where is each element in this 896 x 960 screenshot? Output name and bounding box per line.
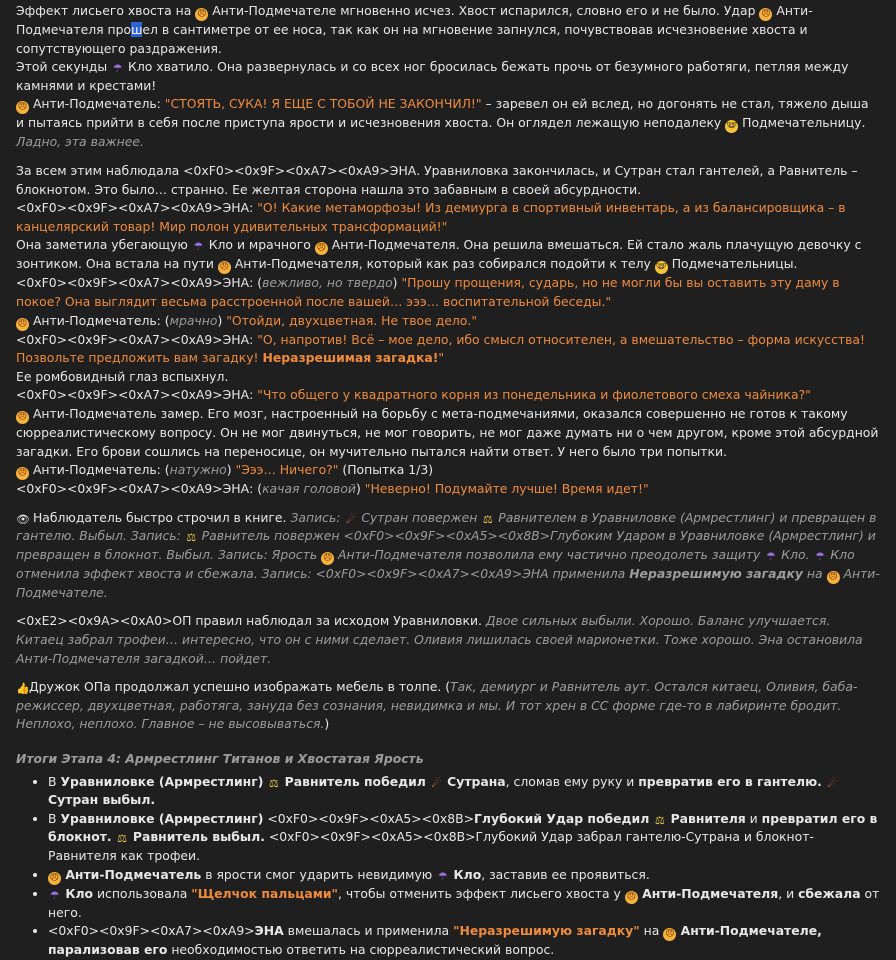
- text-run: Анти-Подмечателя, который как раз собирался подойти к телу: [230, 256, 655, 272]
- umbrella-icon: ☂: [112, 62, 123, 76]
- text-run: ЭНА: [254, 923, 284, 939]
- text-run: натужно: [169, 462, 227, 478]
- paragraph: [16, 312, 880, 331]
- text-run: ": [438, 350, 445, 366]
- text-run: Сутран выбыл.: [48, 792, 156, 808]
- angry-icon: 😠: [322, 552, 333, 563]
- paragraph-spacer: [16, 602, 880, 612]
- text-run: За всем этим наблюдала <0xF0><0x9F><0xA7><0xA9>ЭНА. Уравниловка закончилась, и Сутран стал гантелей, а Равнитель – блокнотом. Это было… странно. Ее желтая сторона нашла это забавным в своей абсурдности.: [16, 162, 858, 197]
- paragraph: [16, 386, 880, 405]
- text-run: Подмечательницу.: [738, 115, 866, 131]
- text-run: превратив его в гантелю.: [638, 773, 822, 789]
- text-run: ): [217, 312, 227, 328]
- text-run: <0xE2><0x9A><0xA0>ОП правил наблюдал за исходом Уравниловки.: [16, 613, 486, 629]
- umbrella-icon: ☂: [49, 888, 60, 902]
- paragraph: [16, 162, 880, 199]
- text-run: , чтобы отменить эффект лисьего хвоста у: [338, 885, 625, 901]
- summary-list-item: [48, 773, 880, 810]
- text-run: "Неверно! Подумайте лучше! Время идет!": [364, 481, 649, 497]
- text-run: Сутран повержен: [357, 509, 482, 525]
- text-run: <0xF0><0x9F><0xA7><0xA9>ЭНА:: [16, 331, 258, 347]
- angry-icon: 😠: [626, 891, 636, 902]
- paragraph: [16, 274, 880, 311]
- comet-icon: ☄: [431, 776, 442, 790]
- text-run: ): [226, 462, 236, 478]
- text-run: Кло: [61, 885, 94, 901]
- text-run: Подмечательницы.: [667, 256, 798, 272]
- text-run: на: [639, 923, 664, 939]
- angry-icon: 😠: [761, 9, 771, 19]
- nerd-icon: 🤓: [655, 262, 667, 273]
- text-run: Ладно, эта важнее.: [16, 134, 144, 150]
- text-run: использовала: [93, 885, 192, 901]
- text-run: Глубокий Удар победил: [474, 810, 650, 826]
- text-run: Равнителя: [666, 810, 746, 826]
- text-run: В: [48, 773, 61, 789]
- text-run: Анти-Подмечателя про: [16, 3, 813, 37]
- angry-icon: 😠: [665, 929, 675, 940]
- text-run: "Отойди, двухцветная. Не твое дело.": [226, 312, 478, 328]
- summary-list-item: [48, 885, 880, 923]
- text-run: "Неразрешимую загадку": [453, 923, 640, 939]
- text-run: необходимостью ответить на сюрреалистический вопрос.: [167, 942, 555, 958]
- text-run: , и: [778, 885, 799, 901]
- text-run: Кло: [449, 866, 482, 882]
- summary-list-item: [48, 922, 880, 960]
- thumbs-up-icon: 👍: [16, 682, 30, 696]
- umbrella-icon: ☂: [815, 549, 825, 563]
- section-heading: [16, 750, 880, 769]
- text-run: Уравниловке (Армрестлинг): [60, 810, 264, 826]
- text-run: ): [355, 481, 365, 497]
- text-run: Равнитель повержен <0xF0><0x9F><0xA5><0x8B>Глубоким Ударом в Уравниловке (Армрестлинг) и превращен в блокнот. Выбыл. Запись: Ярость: [16, 528, 876, 562]
- text-run: Кло и мрачного: [204, 237, 315, 253]
- comet-icon: ☄: [345, 512, 356, 526]
- text-run: Анти-Подмечатель: (: [29, 462, 170, 478]
- scales-icon: ⚖: [186, 531, 197, 545]
- text-run: Анти-Подмечатель:: [29, 96, 165, 112]
- angry-icon: 😠: [219, 262, 230, 273]
- umbrella-icon: ☂: [765, 549, 776, 563]
- text-run: "Что общего у квадратного корня из понедельника и фиолетового смеха чайника?": [257, 387, 811, 403]
- umbrella-icon: ☂: [193, 240, 204, 254]
- text-run: <0xF0><0x9F><0xA7><0xA9>ЭНА:: [16, 200, 258, 216]
- text-run: <0xF0><0x9F><0xA7><0xA9>ЭНА:: [16, 387, 258, 403]
- paragraph: [16, 678, 880, 734]
- text-run: "Прошу прощения, сударь, но не могли бы вы оставить эту даму в покое? Она выглядит весьма расстроенной после вашей… эээ… воспитательной беседы.": [16, 275, 840, 309]
- text-run: Она заметила убегающую: [16, 237, 192, 253]
- paragraph: [16, 612, 880, 668]
- text-run: Итоги Этапа 4: Армрестлинг Титанов и Хвостатая Ярость: [16, 751, 424, 767]
- text-run: ): [392, 275, 402, 291]
- text-run: Анти-Подмечателя: [637, 885, 779, 901]
- text-run: (Попытка 1/3): [338, 462, 434, 478]
- text-run: сбежала: [798, 885, 861, 901]
- umbrella-icon: ☂: [437, 869, 448, 883]
- angry-icon: 😠: [828, 571, 838, 582]
- angry-icon: 😠: [316, 243, 326, 254]
- paragraph: [16, 331, 880, 368]
- summary-list-item: [48, 866, 880, 885]
- text-run: "О, напротив! Всё – мое дело, ибо смысл относителен, а вмешательство – форма искусства! Позвольте предложить вам загадку!: [16, 331, 865, 366]
- paragraph: [16, 480, 880, 499]
- text-run: Кло хватило. Она развернулась и со всех ног бросилась бежать прочь от безумного работяги, петляя между камнями и крестами!: [16, 59, 849, 93]
- paragraph: [16, 2, 880, 58]
- text-run: Дружок ОПа продолжал успешно изображать мебель в толпе. (: [29, 679, 451, 695]
- paragraph: [16, 95, 880, 152]
- text-run: Анти-Подмечатель: (: [29, 312, 170, 328]
- text-run: <0xF0><0x9F><0xA5><0x8B>Глубокий Удар забрал гантелю-Сутрана и блокнот-Равнителя как трофеи.: [48, 829, 814, 863]
- text-run: мрачно: [169, 312, 218, 328]
- text-run: Так, демиург и Равнитель аут. Остался китаец, Оливия, баба-режиссер, двухцветная, работяга, зануда без сознания, невидимка и мы. И тот хрен в СС форме где-то в лабиринте бродит. Неплохо, неплохо. Главное – не высовываться.: [16, 679, 858, 732]
- text-run: Равнителем в Уравниловке (Армрестлинг) и превращен в гантелю. Выбыл. Запись:: [16, 509, 877, 544]
- text-run: Анти-Подмечателе, парализовав его: [48, 923, 822, 958]
- text-run: <0xF0><0x9F><0xA7><0xA9>ЭНА: (: [16, 275, 263, 291]
- text-run: <0xF0><0x9F><0xA7><0xA9>ЭНА: (: [16, 481, 263, 497]
- text-run: Этой секунды: [16, 59, 112, 75]
- nerd-icon: 🤓: [726, 121, 738, 132]
- text-run: Двое сильных выбыли. Хорошо. Баланс улучшается. Китаец забрал трофеи… интересно, что он с ними сделает. Оливия лишилась своей марионетки. Тоже хорошо. Эна остановила Анти-Подмечателя загадкой… пойдет.: [16, 613, 863, 666]
- paragraph-spacer: [16, 734, 880, 744]
- text-run: "Щелчок пальцами": [191, 885, 339, 901]
- paragraph: [16, 405, 880, 461]
- text-run: вмешалась и применила: [283, 923, 454, 939]
- text-run: <0xF0><0x9F><0xA5><0x8B>: [263, 810, 475, 826]
- text-run: – заревел он ей вслед, но догонять не стал, тяжело дыша и пытаясь прийти в себя после приступа ярости и исчезновения хвоста. Он оглядел лежащую неподалеку: [16, 96, 869, 131]
- text-run: "СТОЯТЬ, СУКА! Я ЕЩЕ С ТОБОЙ НЕ ЗАКОНЧИЛ!": [164, 96, 482, 112]
- text-run: Кло отменила эффект хвоста и сбежала. Запись: <0xF0><0x9F><0xA7><0xA9>ЭНА применила: [16, 546, 855, 581]
- text-run: , заставив ее проявиться.: [481, 866, 650, 882]
- scales-icon: ⚖: [482, 512, 493, 526]
- text-run: Запись:: [290, 509, 345, 525]
- angry-icon: 😠: [49, 872, 60, 883]
- paragraph: [16, 368, 880, 387]
- scales-icon: ⚖: [654, 813, 665, 827]
- text-run: от него.: [48, 885, 880, 920]
- text-run: и: [745, 810, 762, 826]
- text-run: качая головой: [262, 481, 356, 497]
- text-run: на: [802, 565, 827, 581]
- text-run: превратил его в блокнот.: [48, 810, 878, 845]
- text-run: Эффект лисьего хвоста на: [16, 3, 196, 18]
- text-run: , сломав ему руку и: [505, 773, 639, 789]
- text-run: Сутрана: [442, 773, 506, 789]
- text-run: в ярости смог ударить невидимую: [201, 866, 437, 882]
- text-run: Анти-Подмечателе.: [16, 565, 880, 600]
- paragraph: [16, 199, 880, 236]
- text-run: "О! Какие метаморфозы! Из демиурга в спортивный инвентарь, а из балансировщика – в канцелярский товар! Мир полон удивительных трансформаций!": [16, 200, 846, 234]
- scales-icon: ⚖: [268, 776, 279, 790]
- paragraph-spacer: [16, 668, 880, 678]
- summary-list: [16, 773, 880, 960]
- summary-list-item: [48, 810, 880, 866]
- paragraph-spacer: [16, 499, 880, 509]
- angry-icon: 😠: [197, 9, 207, 19]
- text-run: Уравниловке (Армрестлинг): [60, 773, 264, 789]
- text-run: Равнитель выбыл.: [128, 829, 265, 845]
- angry-icon: 😠: [17, 102, 28, 113]
- text-run: Анти-Подмечатель: [61, 866, 202, 882]
- text-run: Кло.: [777, 546, 814, 562]
- text-run: Анти-Подмечателя позволила ему частично преодолеть защиту: [334, 546, 765, 562]
- comet-icon: ☄: [827, 776, 838, 790]
- paragraph: [16, 58, 880, 95]
- text-cursor: ш: [131, 22, 143, 37]
- scales-icon: ⚖: [117, 832, 128, 846]
- text-run: "Эээ… Ничего?": [235, 462, 339, 478]
- text-run: Анти-Подмечателе мгновенно исчез. Хвост испарился, словно его и не было. Удар: [208, 3, 760, 18]
- text-run: Неразрешимую загадку: [629, 565, 803, 581]
- text-run: Анти-Подмечателя. Она решила вмешаться. Ей стало жаль плачущую девочку с зонтиком. Она встала на пути: [16, 237, 862, 272]
- text-run: ): [324, 716, 330, 732]
- eye-icon: 👁: [16, 512, 30, 526]
- angry-icon: 😠: [17, 411, 28, 422]
- angry-icon: 😠: [17, 468, 28, 479]
- paragraph: [16, 509, 880, 603]
- text-run: вежливо, но твердо: [262, 275, 393, 291]
- paragraph: [16, 461, 880, 480]
- text-run: Анти-Подмечатель замер. Его мозг, настроенный на борьбу с мета-подмечаниями, оказался совершенно не готов к такому сюрреалистическому вопросу. Он не мог двинуться, не мог говорить, не мог даже думать ни о чем другом, кроме этой абсурдной загадки. Его брови сошлись на переносице, он мучительно пытался найти ответ. У него было три попытки.: [16, 405, 879, 459]
- paragraph: [16, 236, 880, 274]
- text-run: Наблюдатель быстро строчил в книге.: [29, 509, 291, 525]
- text-run: Равнитель победил: [280, 773, 426, 789]
- text-run: Ее ромбовидный глаз вспыхнул.: [16, 368, 229, 384]
- text-run: Неразрешимая загадка!: [262, 350, 439, 366]
- angry-icon: 😠: [17, 318, 28, 329]
- text-run: В: [48, 810, 61, 826]
- paragraph-spacer: [16, 152, 880, 162]
- text-run: <0xF0><0x9F><0xA7><0xA9>: [48, 923, 255, 939]
- text-run: ел в сантиметре от ее носа, так как он на мгновение запнулся, почувствовав исчезновение хвоста и сопутствующего раздражения.: [16, 22, 808, 56]
